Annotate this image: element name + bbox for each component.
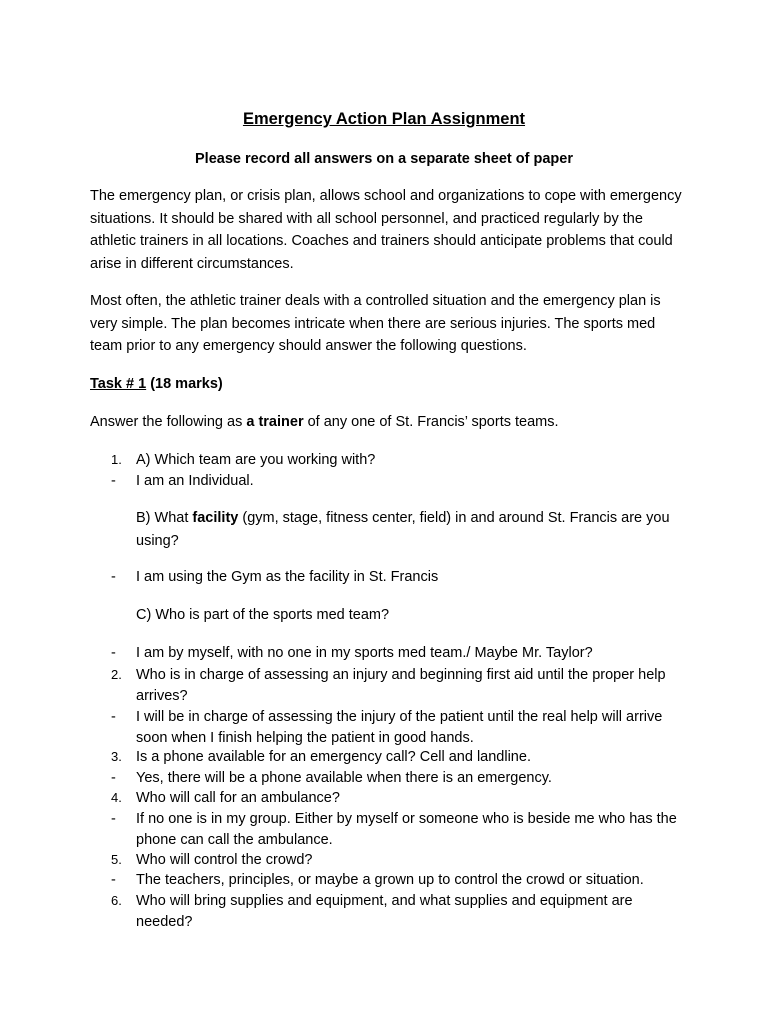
instruction-suffix: of any one of St. Francis’ sports teams. [303, 414, 559, 430]
answer-text: The teachers, principles, or maybe a grown up to control the crowd or situation. [136, 872, 644, 888]
question-number: 5. [111, 852, 122, 867]
answer-text: I will be in charge of assessing the injury of the patient until the real help will arrive soon when I finish helping the patient in good hands. [136, 709, 663, 746]
answer-text: I am by myself, with no one in my sports med team./ Maybe Mr. Taylor? [136, 645, 593, 661]
question-1b-prefix: B) What [136, 510, 193, 526]
instruction-prefix: Answer the following as [90, 414, 247, 430]
question-text: Who is in charge of assessing an injury and beginning first aid until the proper help arrives? [136, 667, 666, 704]
instruction-role: a trainer [246, 414, 304, 430]
answer-dash: - [111, 569, 116, 585]
answer-dash: - [111, 770, 116, 786]
answer-dash: - [111, 709, 116, 725]
question-1c: C) Who is part of the sports med team? [136, 607, 390, 623]
answer-text: If no one is in my group. Either by myself or someone who is beside me who has the phone can call the ambulance. [136, 811, 677, 848]
task-heading [90, 373, 223, 395]
question-number: 1. [111, 452, 122, 467]
question-number: 6. [111, 893, 122, 908]
answer-dash: - [111, 811, 116, 827]
task-marks: (18 marks) [146, 376, 223, 392]
answer-dash: - [111, 473, 116, 489]
task-label: Task # 1 [90, 376, 147, 392]
context-paragraph: Most often, the athletic trainer deals with a controlled situation and the emergency plan is very simple. The plan becomes intricate when there are serious injuries. The sports med team prior to any emergency should answer the following questions. [90, 293, 661, 354]
answer-text: I am using the Gym as the facility in St. Francis [136, 569, 439, 585]
question-number: 3. [111, 749, 122, 764]
question-text: A) Which team are you working with? [136, 452, 376, 468]
question-number: 4. [111, 790, 122, 805]
document-subtitle: Please record all answers on a separate sheet of paper [195, 151, 573, 167]
question-1b [136, 507, 676, 552]
intro-paragraph: The emergency plan, or crisis plan, allows school and organizations to cope with emergency situations. It should be shared with all school personnel, and practiced regularly by the athletic trainers in all locations. Coaches and trainers should anticipate problems that could arise in different circumstances. [90, 188, 682, 272]
question-1b-suffix: (gym, stage, fitness center, field) in and around St. Francis are you using? [136, 510, 670, 549]
document-title: Emergency Action Plan Assignment [242, 110, 526, 128]
question-1b-facility: facility [192, 510, 239, 526]
question-text: Who will bring supplies and equipment, and what supplies and equipment are needed? [136, 893, 633, 930]
answer-dash: - [111, 872, 116, 888]
question-text: Is a phone available for an emergency call? Cell and landline. [136, 749, 531, 765]
question-text: Who will call for an ambulance? [136, 790, 340, 806]
task-instruction [90, 411, 559, 433]
answer-text: I am an Individual. [136, 473, 254, 489]
question-text: Who will control the crowd? [136, 852, 313, 868]
answer-dash: - [111, 645, 116, 661]
question-number: 2. [111, 667, 122, 682]
answer-text: Yes, there will be a phone available when there is an emergency. [136, 770, 552, 786]
